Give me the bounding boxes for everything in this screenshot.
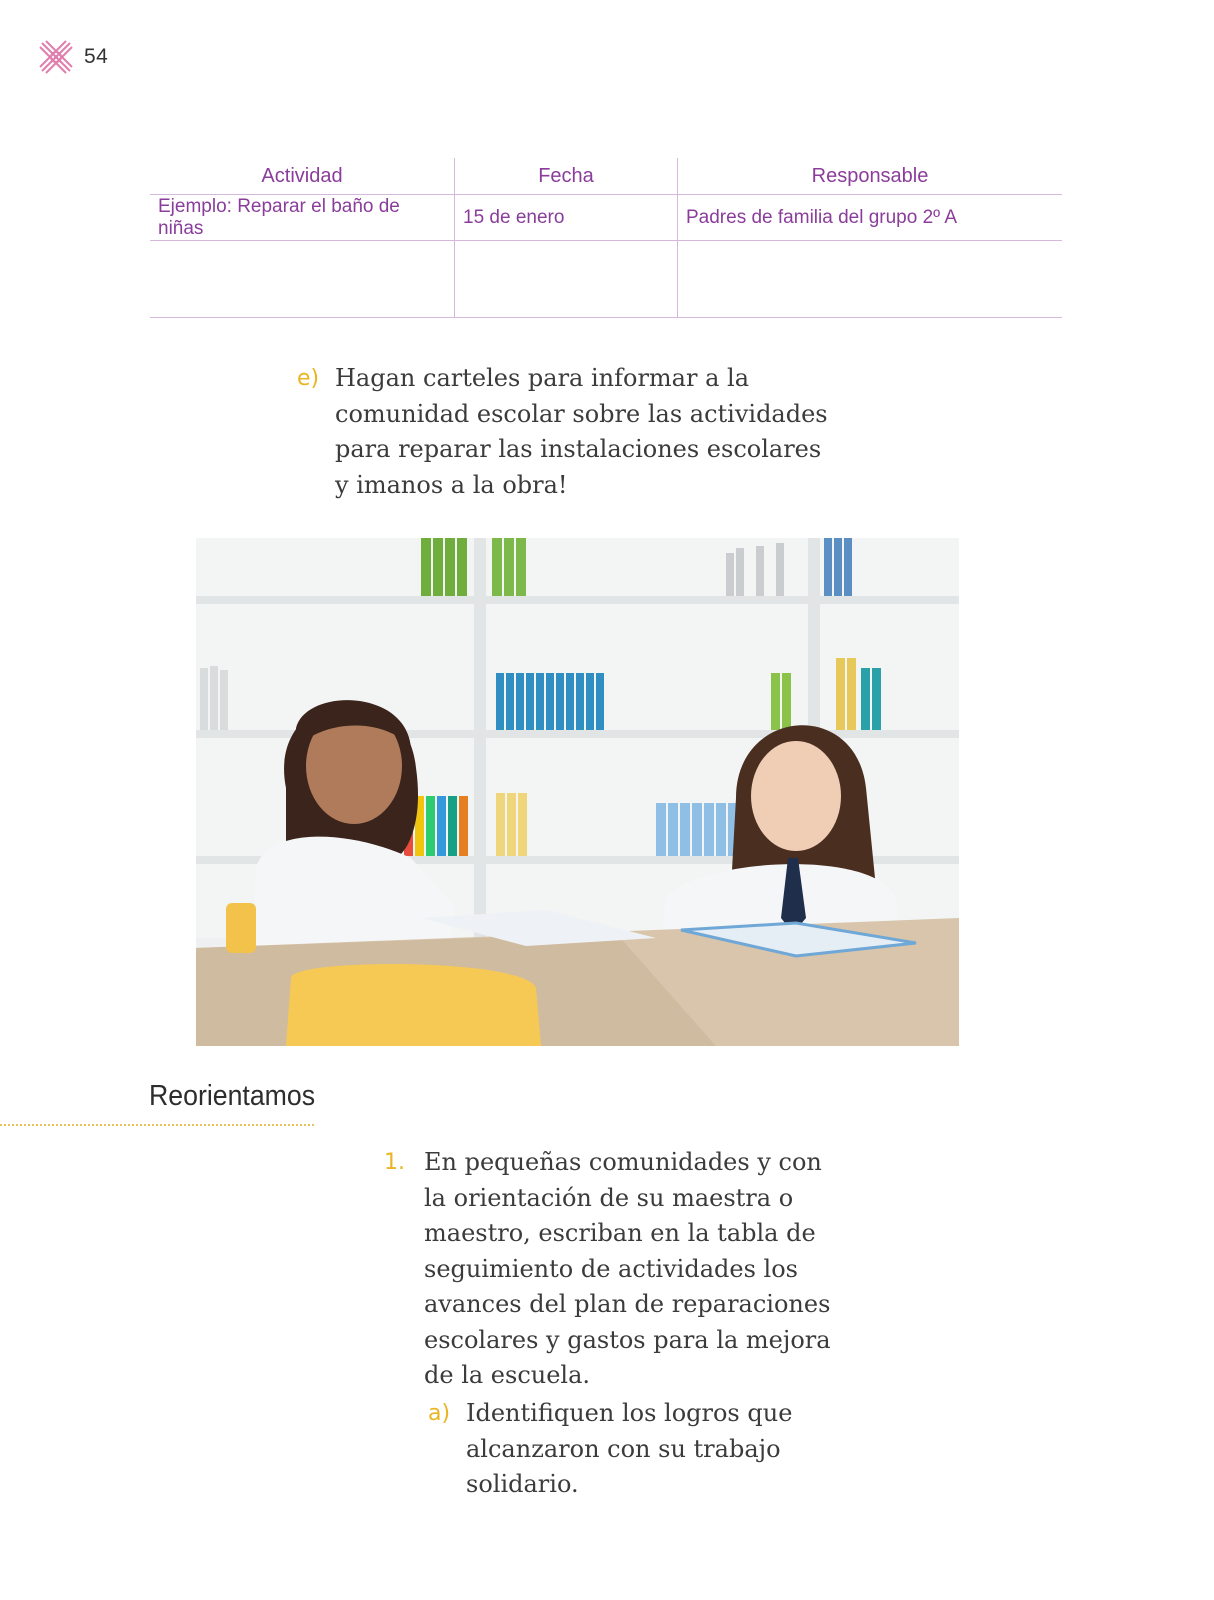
list-marker: a) [428,1401,451,1426]
list-marker: e) [297,366,320,391]
table-cell-date [455,241,678,318]
instruction-text: Hagan carteles para informar a la comunidad escolar sobre las actividades para reparar las instalaciones escolares y imanos a la obra! [335,364,828,499]
column-header-activity: Actividad [150,158,455,195]
section-title: Reorientamos [149,1080,316,1112]
table-row-empty [150,241,1062,318]
table-header-row [150,158,1062,195]
table-cell-activity: Ejemplo: Reparar el baño de niñas [150,195,455,241]
x-ornament-icon [38,39,74,75]
instruction-a [428,1396,858,1503]
instruction-1 [384,1145,854,1394]
table-cell-responsible [678,241,1063,318]
table-row [150,195,1062,241]
column-header-responsible: Responsable [678,158,1063,195]
section-divider [0,1124,314,1126]
table-cell-date: 15 de enero [455,195,678,241]
page-header [38,38,108,76]
list-marker: 1. [384,1150,405,1175]
instruction-e [297,361,857,503]
classroom-photo [196,538,959,1046]
instruction-text: Identifiquen los logros que alcanzaron con su trabajo solidario. [466,1399,793,1498]
students-reading-illustration [196,538,959,1046]
page-number: 54 [84,45,109,68]
column-header-date: Fecha [455,158,678,195]
table-cell-responsible: Padres de familia del grupo 2º A [678,195,1063,241]
table-cell-activity [150,241,455,318]
instruction-text: En pequeñas comunidades y con la orientación de su maestra o maestro, escriban en la tabla de seguimiento de actividades los avances del plan de reparaciones escolares y gastos para la mejora de la escuela. [424,1148,831,1389]
activity-schedule-table [150,158,1062,318]
